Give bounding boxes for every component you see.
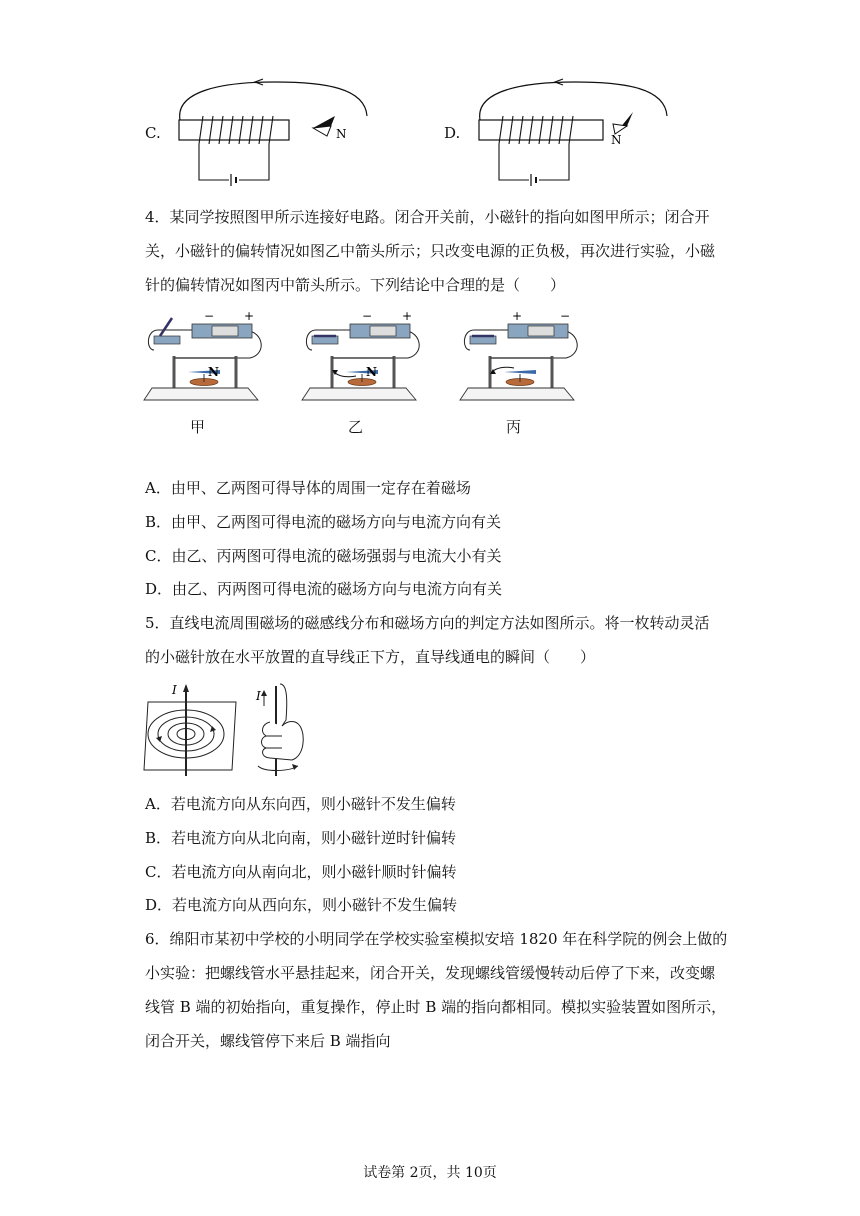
q4-option-b: B．由甲、乙两图可得电流的磁场方向与电流方向有关 bbox=[145, 513, 502, 531]
q5-stem-line-2: 的小磁针放在水平放置的直导线正下方，直导线通电的瞬间（ ） bbox=[145, 648, 596, 666]
q4-option-a: A．由甲、乙两图可得导体的周围一定存在着磁场 bbox=[145, 479, 471, 497]
plus-sign-jia: + bbox=[244, 309, 255, 323]
q5-option-d: D．若电流方向从西向东，则小磁针不发生偏转 bbox=[145, 896, 458, 914]
q6-stem-line-4: 闭合开关，螺线管停下来后 B 端指向 bbox=[145, 1032, 391, 1050]
fig-label-yi: 乙 bbox=[348, 418, 364, 436]
svg-text:−: − bbox=[204, 309, 215, 323]
page-footer: 试卷第 2页，共 10页 bbox=[363, 1165, 497, 1181]
fig-n-yi: N bbox=[366, 365, 377, 379]
needle-n-label-d: N bbox=[611, 133, 622, 147]
q4-stem-line-1: 4．某同学按照图甲所示连接好电路。闭合开关前，小磁针的指向如图甲所示；闭合开 bbox=[145, 208, 710, 226]
svg-text:−: − bbox=[362, 309, 373, 323]
q6-stem-line-3: 线管 B 端的初始指向，重复操作，停止时 B 端的指向都相同。模拟实验装置如图所示， bbox=[145, 998, 727, 1016]
q5-option-b: B．若电流方向从北向南，则小磁针逆时针偏转 bbox=[145, 829, 457, 847]
q6-stem-line-1: 6．绵阳市某初中学校的小明同学在学校实验室模拟安培 1820 年在科学院的例会上做的 bbox=[145, 930, 728, 948]
q5-field-lines-figure bbox=[140, 680, 250, 778]
needle-n-label-c: N bbox=[336, 127, 347, 141]
q4-stem-line-2: 关，小磁针的偏转情况如图乙中箭头所示；只改变电源的正负极，再次进行实验，小磁 bbox=[145, 242, 716, 260]
q4-figure-yi bbox=[298, 306, 428, 410]
q4-figure-bing bbox=[456, 306, 586, 410]
plus-sign-yi: + bbox=[402, 309, 413, 323]
fig-label-bing: 丙 bbox=[506, 418, 522, 436]
solenoid-figure-c bbox=[165, 76, 385, 188]
svg-text:−: − bbox=[560, 309, 571, 323]
solenoid-figure-d bbox=[465, 76, 685, 188]
q4-figure-jia bbox=[140, 306, 270, 410]
plus-sign-bing: + bbox=[512, 309, 523, 323]
q5-option-a: A．若电流方向从东向西，则小磁针不发生偏转 bbox=[145, 795, 456, 813]
fig-label-jia: 甲 bbox=[190, 418, 206, 436]
q4-option-d: D．由乙、丙两图可得电流的磁场方向与电流方向有关 bbox=[145, 580, 503, 598]
option-c-label: C. bbox=[145, 124, 161, 142]
option-d-label: D. bbox=[444, 124, 461, 142]
q5-stem-line-1: 5．直线电流周围磁场的磁感线分布和磁场方向的判定方法如图所示。将一枚转动灵活 bbox=[145, 614, 710, 632]
q5-option-c: C．若电流方向从南向北，则小磁针顺时针偏转 bbox=[145, 863, 457, 881]
current-label-right: I bbox=[256, 689, 261, 703]
q4-stem-line-3: 针的偏转情况如图丙中箭头所示。下列结论中合理的是（ ） bbox=[145, 276, 566, 294]
fig-n-jia: N bbox=[208, 365, 219, 379]
current-label-left: I bbox=[172, 683, 177, 697]
q4-option-c: C．由乙、丙两图可得电流的磁场强弱与电流大小有关 bbox=[145, 547, 502, 565]
q6-stem-line-2: 小实验：把螺线管水平悬挂起来，闭合开关，发现螺线管缓慢转动后停了下来，改变螺 bbox=[145, 964, 716, 982]
q5-right-hand-rule-figure bbox=[252, 680, 322, 778]
